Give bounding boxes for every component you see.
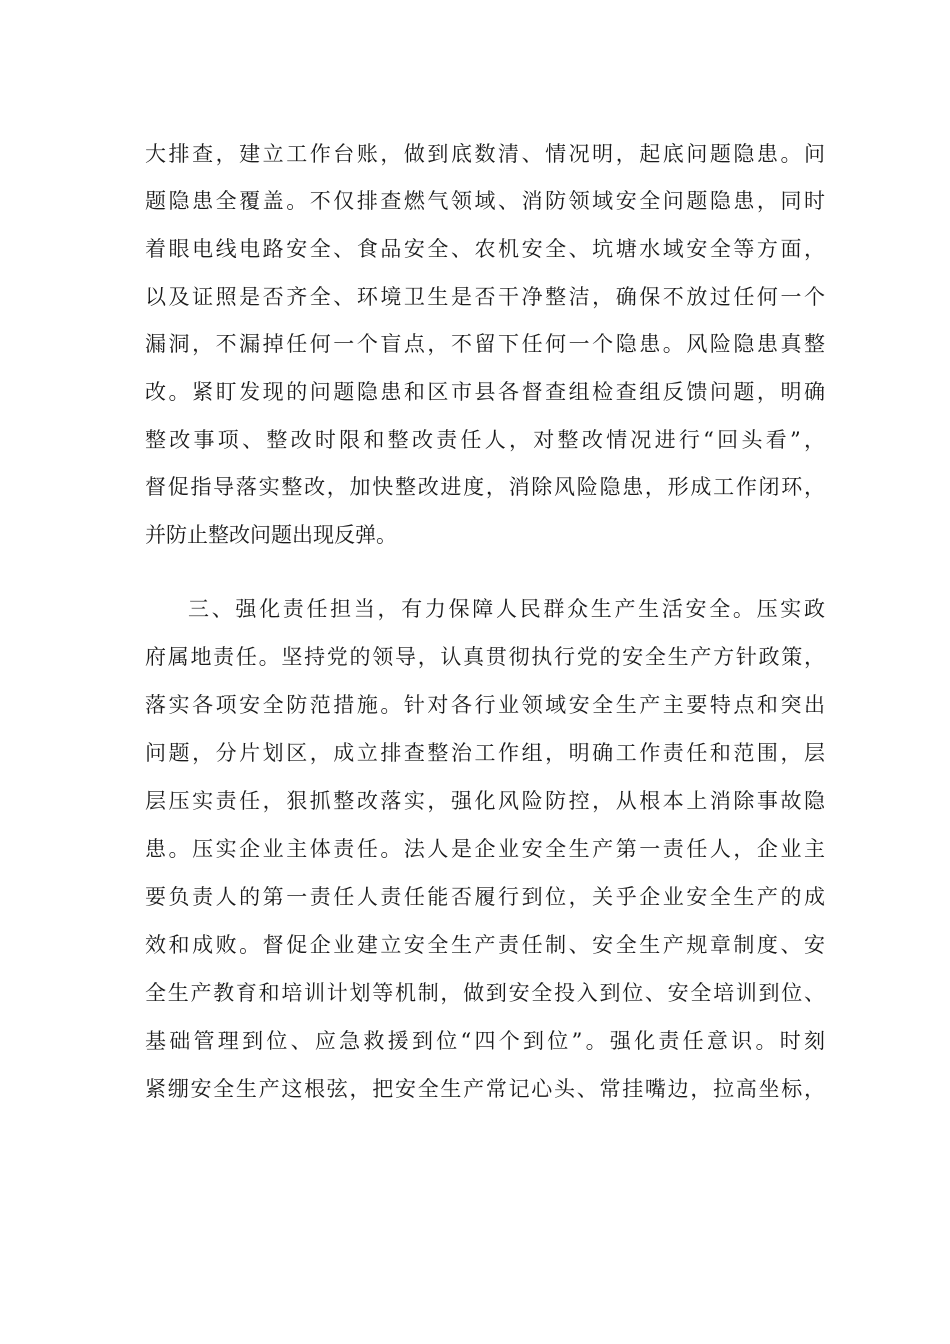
paragraph-2-line: 府属地责任。坚持党的领导，认真贯彻执行党的安全生产方针政策， <box>145 645 825 669</box>
paragraph-2-line: 效和成败。督促企业建立安全生产责任制、安全生产规章制度、安 <box>145 933 825 957</box>
paragraph-1-line: 整改事项、整改时限和整改责任人，对整改情况进行“回头看”， <box>145 428 825 452</box>
paragraph-2-line: 全生产教育和培训计划等机制，做到安全投入到位、安全培训到位、 <box>145 981 825 1005</box>
paragraph-2-line: 患。压实企业主体责任。法人是企业安全生产第一责任人，企业主 <box>145 837 825 861</box>
paragraph-2-line: 问题，分片划区，成立排查整治工作组，明确工作责任和范围，层 <box>145 741 825 765</box>
paragraph-2-line: 基础管理到位、应急救援到位“四个到位”。强化责任意识。时刻 <box>145 1029 825 1053</box>
paragraph-2-first-line: 三、强化责任担当，有力保障人民群众生产生活安全。压实政 <box>188 597 825 621</box>
paragraph-1-line: 并防止整改问题出现反弹。 <box>145 523 397 547</box>
paragraph-1-line: 漏洞，不漏掉任何一个盲点，不留下任何一个隐患。风险隐患真整 <box>145 332 825 356</box>
paragraph-1-line: 督促指导落实整改，加快整改进度，消除风险隐患，形成工作闭环， <box>145 475 825 499</box>
paragraph-1-line: 题隐患全覆盖。不仅排查燃气领域、消防领域安全问题隐患，同时 <box>145 189 825 213</box>
paragraph-1-line: 大排查，建立工作台账，做到底数清、情况明，起底问题隐患。问 <box>145 142 825 166</box>
paragraph-2-line: 层压实责任，狠抓整改落实，强化风险防控，从根本上消除事故隐 <box>145 789 825 813</box>
paragraph-1-line: 着眼电线电路安全、食品安全、农机安全、坑塘水域安全等方面， <box>145 237 825 261</box>
paragraph-2-line: 落实各项安全防范措施。针对各行业领域安全生产主要特点和突出 <box>145 693 825 717</box>
paragraph-1-line: 以及证照是否齐全、环境卫生是否干净整洁，确保不放过任何一个 <box>145 285 825 309</box>
paragraph-2-line: 紧绷安全生产这根弦，把安全生产常记心头、常挂嘴边，拉高坐标， <box>145 1077 825 1101</box>
paragraph-2-line: 要负责人的第一责任人责任能否履行到位，关乎企业安全生产的成 <box>145 885 825 909</box>
paragraph-1-line: 改。紧盯发现的问题隐患和区市县各督查组检查组反馈问题，明确 <box>145 380 825 404</box>
